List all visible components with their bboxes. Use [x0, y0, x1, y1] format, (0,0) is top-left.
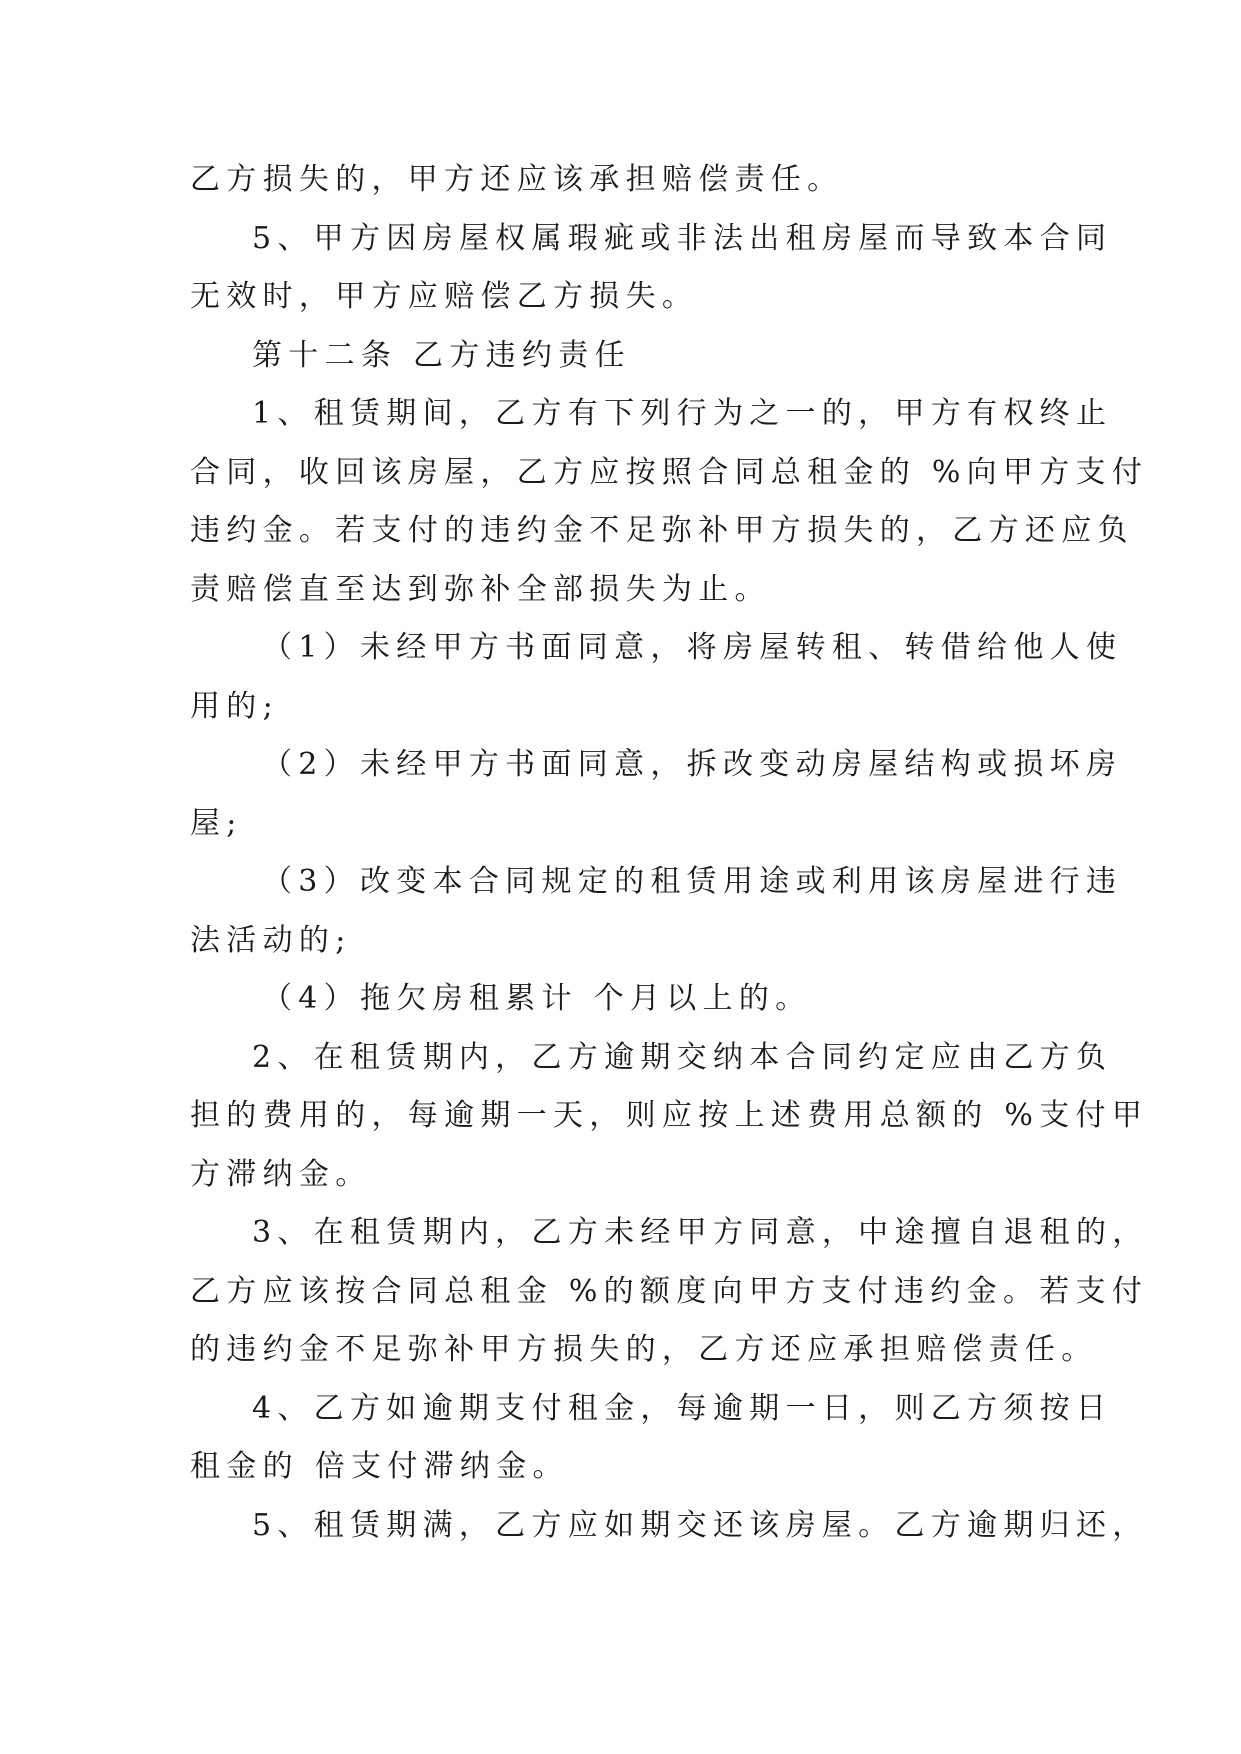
text-line: 法活动的;	[190, 922, 352, 958]
text-line: 方滞纳金。	[190, 1156, 372, 1192]
text-line: 5、租赁期满，乙方应如期交还该房屋。乙方逾期归还，	[252, 1507, 1149, 1543]
text-line: 无效时，甲方应赔偿乙方损失。	[190, 279, 699, 314]
text-line: 3、在租赁期内，乙方未经甲方同意，中途擅自退租的，	[252, 1215, 1149, 1250]
text-line: 乙方损失的，甲方还应该承担赔偿责任。	[190, 162, 844, 197]
text-line: （1）未经甲方书面同意，将房屋转租、转借给他人使	[262, 630, 1123, 665]
text-line: （3）改变本合同规定的租赁用途或利用该房屋进行违	[262, 864, 1123, 899]
contract-text	[190, 151, 1149, 1555]
text-line: 违约金。若支付的违约金不足弥补甲方损失的，乙方还应负	[190, 513, 1134, 548]
text-line: 1、租赁期间，乙方有下列行为之一的，甲方有权终止	[252, 396, 1113, 431]
text-line: （2）未经甲方书面同意，拆改变动房屋结构或损坏房	[262, 747, 1123, 782]
text-line: 担的费用的，每逾期一天，则应按上述费用总额的 %支付甲	[190, 1098, 1149, 1133]
text-line: 的违约金不足弥补甲方损失的，乙方还应承担赔偿责任。	[190, 1332, 1098, 1367]
text-line: 5、甲方因房屋权属瑕疵或非法出租房屋而导致本合同	[252, 220, 1113, 256]
text-line: 2、在租赁期内，乙方逾期交纳本合同约定应由乙方负	[252, 1039, 1113, 1075]
text-line: 租金的 倍支付滞纳金。	[190, 1449, 569, 1484]
section-heading: 第十二条 乙方违约责任	[252, 337, 631, 373]
text-line: 屋;	[190, 805, 243, 841]
text-line: 乙方应该按合同总租金 %的额度向甲方支付违约金。若支付	[190, 1273, 1149, 1309]
text-line: 责赔偿直至达到弥补全部损失为止。	[190, 571, 771, 607]
text-line: （4）拖欠房租累计 个月以上的。	[262, 981, 812, 1016]
text-line: 用的;	[190, 688, 280, 724]
text-line: 合同，收回该房屋，乙方应按照合同总租金的 %向甲方支付	[190, 454, 1149, 490]
text-line: 4、乙方如逾期支付租金，每逾期一日，则乙方须按日	[252, 1390, 1113, 1426]
